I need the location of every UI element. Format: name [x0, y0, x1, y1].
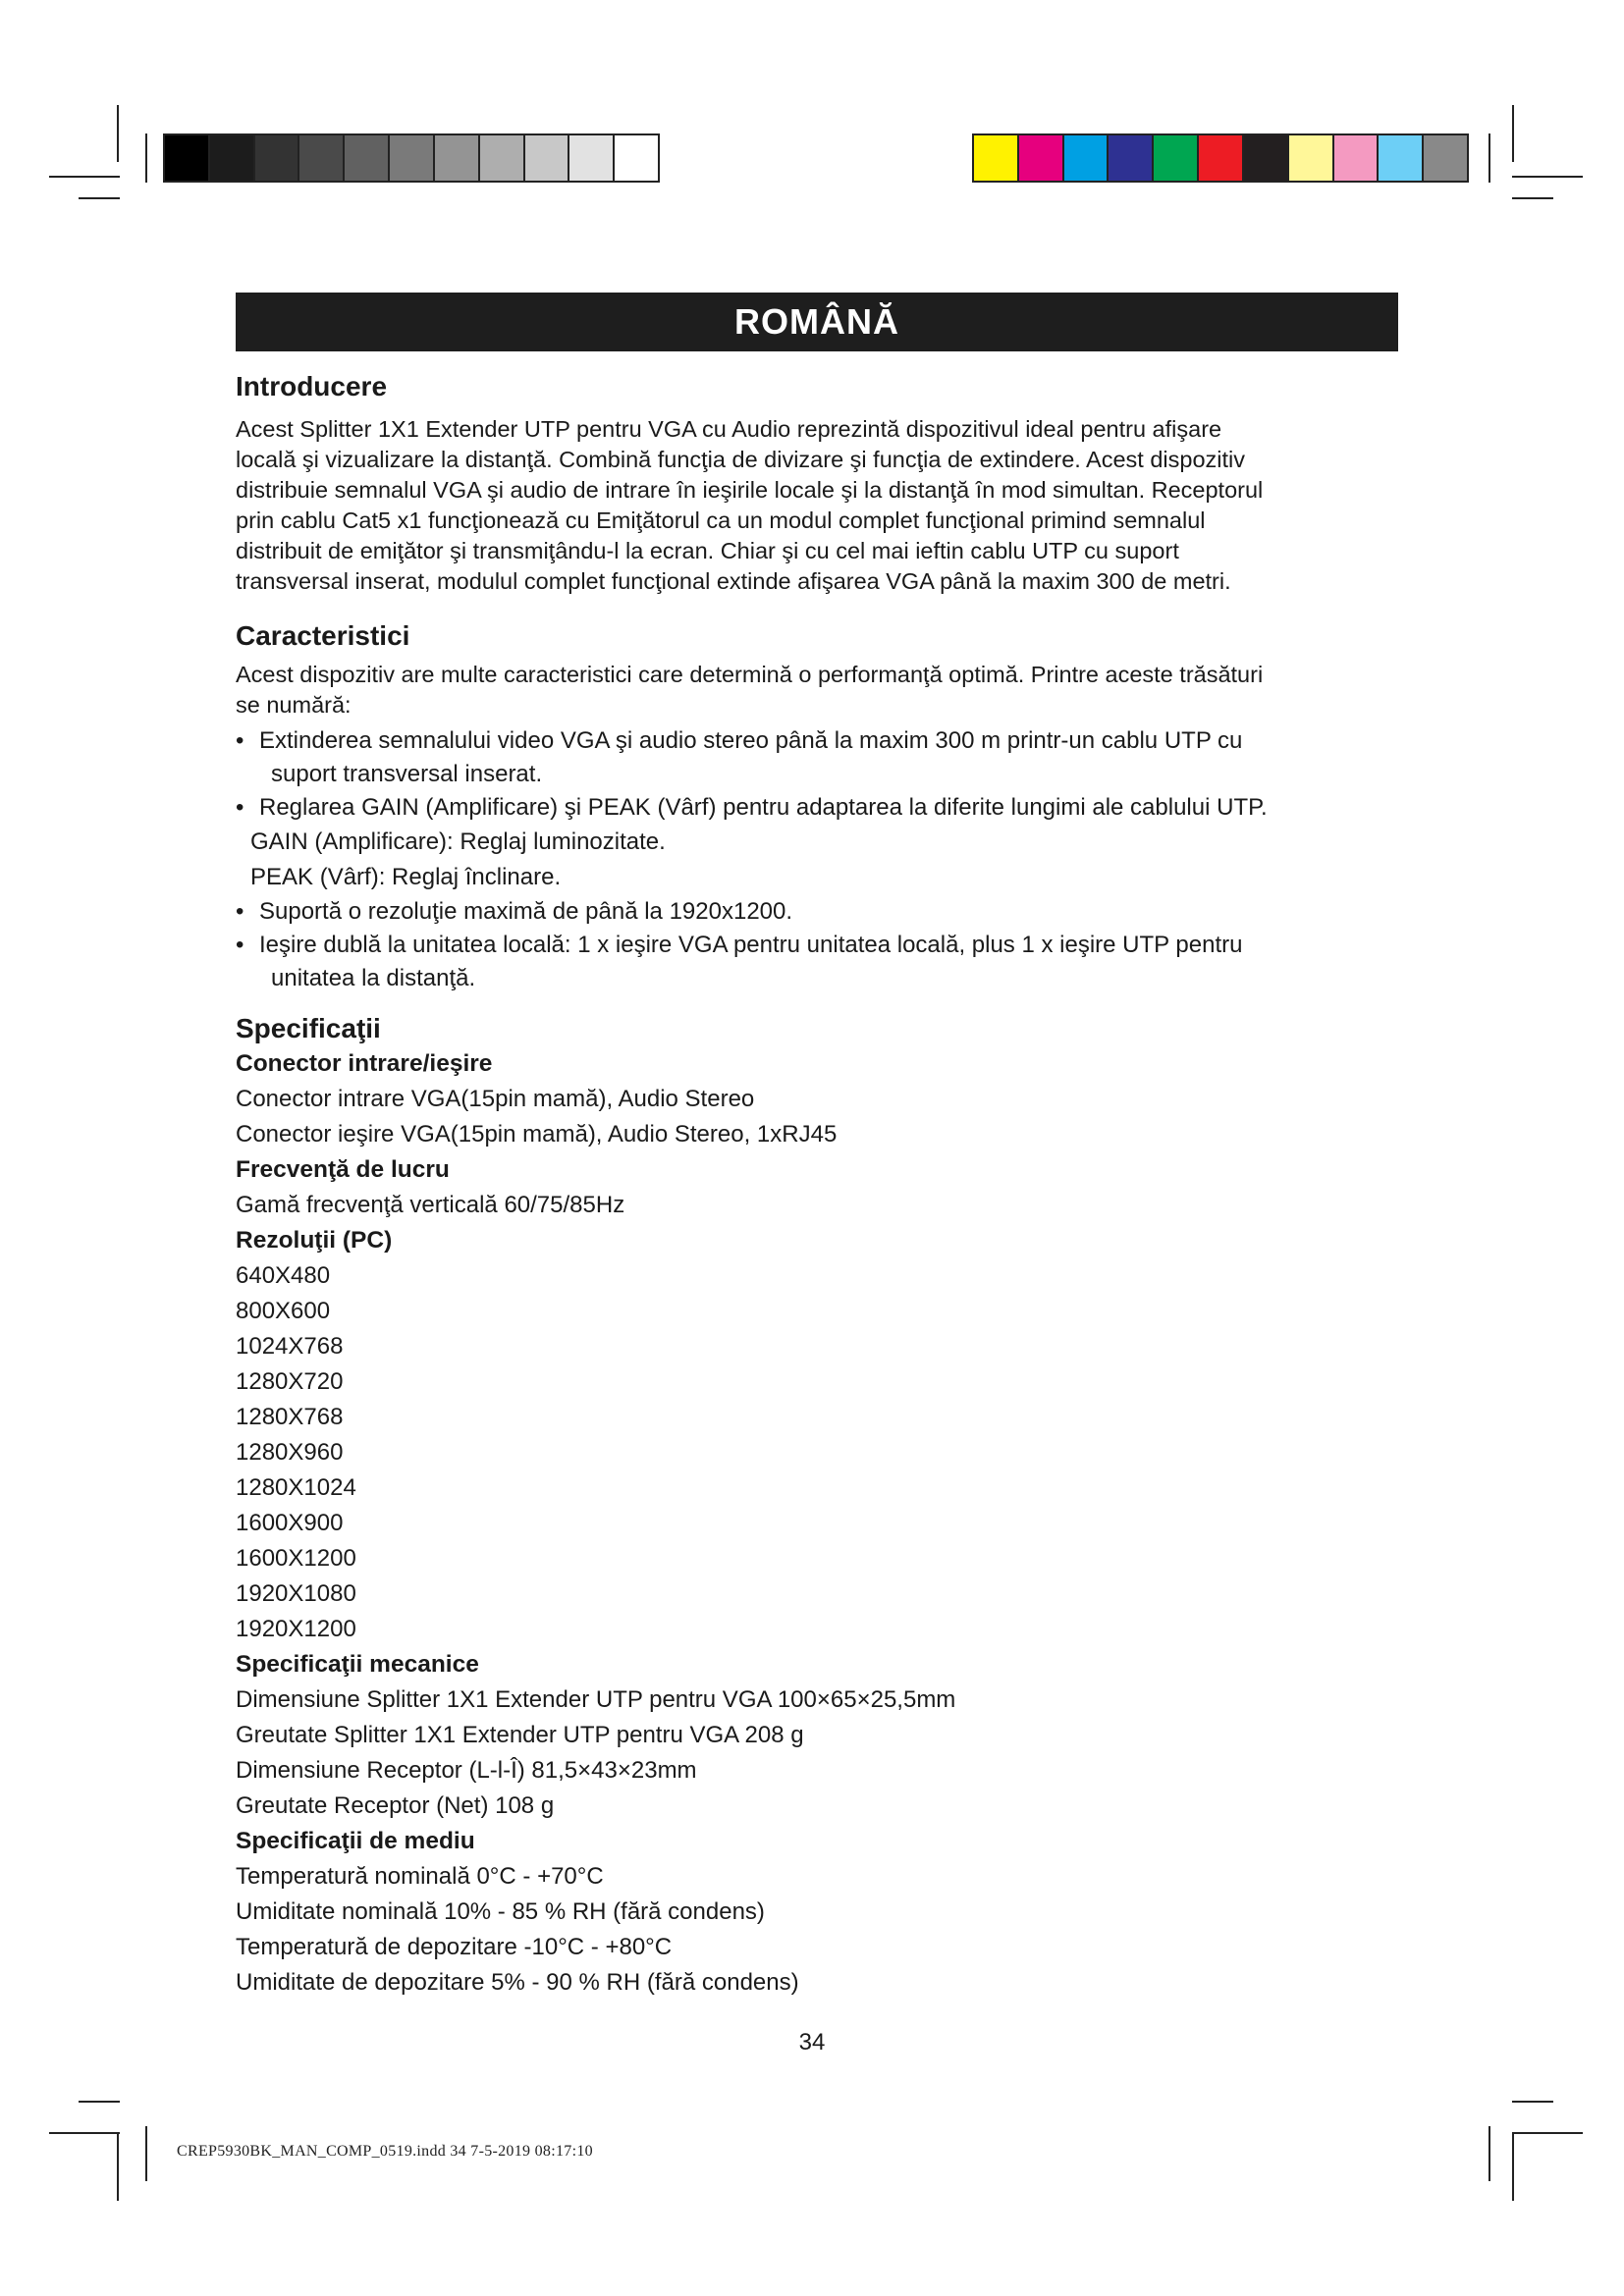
- color-swatch: [1019, 135, 1064, 181]
- language-title-band: [236, 293, 1398, 351]
- crop-mark: [145, 2126, 147, 2181]
- color-swatch: [974, 135, 1019, 181]
- bullet-icon: •: [236, 727, 244, 754]
- spec-subheading: Conector intrare/ieşire: [236, 1050, 493, 1077]
- text-line: transversal inserat, modulul complet funcţional extinde afişarea VGA până la maxim 300 de metri.: [236, 568, 1231, 594]
- crop-mark: [1512, 197, 1553, 199]
- document-body: [236, 371, 1398, 2001]
- resolution-item: 1024X768: [236, 1333, 344, 1360]
- color-swatch: [1244, 135, 1289, 181]
- spec-subheading: Frecvenţă de lucru: [236, 1156, 450, 1183]
- resolution-item: 1920X1080: [236, 1580, 356, 1607]
- list-item: [236, 724, 1398, 791]
- crop-mark: [79, 2101, 120, 2103]
- crop-mark: [1512, 176, 1583, 178]
- crop-mark: [1489, 133, 1490, 183]
- color-swatch: [1199, 135, 1244, 181]
- color-swatch: [165, 135, 210, 181]
- resolution-item: 1600X900: [236, 1510, 344, 1536]
- text-line: distribuit de emiţător şi transmiţându-l la ecran. Chiar şi cu cel mai ieftin cablu UTP cu suport: [236, 538, 1179, 563]
- color-swatch: [1424, 135, 1467, 181]
- page-number: 34: [798, 2029, 826, 2056]
- bullet-icon: •: [236, 794, 244, 821]
- text-line: Dimensiune Receptor (L-l-Î) 81,5×43×23mm: [236, 1757, 697, 1784]
- resolution-item: 640X480: [236, 1262, 331, 1289]
- list-item-text: Ieşire dublă la unitatea locală: 1 x ieşire VGA pentru unitatea locală, plus 1 x ieşire UTP pentru: [259, 932, 1243, 958]
- text-line: Acest dispozitiv are multe caracteristici care determină o performanţă optimă. Printre aceste trăsături: [236, 662, 1264, 687]
- list-item-text: suport transversal inserat.: [271, 761, 543, 787]
- list-item: [236, 791, 1398, 825]
- list-item-text: Suportă o rezoluţie maximă de până la 1920x1200.: [259, 898, 793, 925]
- crop-mark: [1512, 2132, 1514, 2201]
- section-heading-features: Caracteristici: [236, 620, 410, 651]
- resolution-item: 1600X1200: [236, 1545, 356, 1572]
- color-swatch: [345, 135, 390, 181]
- color-swatch: [480, 135, 525, 181]
- color-swatch: [1289, 135, 1334, 181]
- spec-subheading: Rezoluţii (PC): [236, 1227, 393, 1254]
- color-swatch: [299, 135, 345, 181]
- color-swatch: [615, 135, 658, 181]
- spec-subheading: Specificaţii mecanice: [236, 1651, 479, 1678]
- text-line: GAIN (Amplificare): Reglaj luminozitate.: [250, 828, 666, 855]
- text-line: Conector intrare VGA(15pin mamă), Audio Stereo: [236, 1086, 755, 1112]
- color-swatch: [210, 135, 255, 181]
- list-item-text: unitatea la distanţă.: [271, 965, 476, 991]
- bullet-icon: •: [236, 898, 244, 925]
- crop-mark: [117, 2132, 119, 2201]
- grayscale-calibration-bar: [163, 133, 660, 183]
- text-line: Gamă frecvenţă verticală 60/75/85Hz: [236, 1192, 625, 1218]
- color-swatch: [569, 135, 615, 181]
- resolution-item: 1280X960: [236, 1439, 344, 1466]
- crop-mark: [117, 105, 119, 162]
- resolution-item: 1280X720: [236, 1368, 344, 1395]
- resolution-item: 800X600: [236, 1298, 331, 1324]
- resolution-item: 1280X1024: [236, 1474, 356, 1501]
- resolution-item: 1920X1200: [236, 1616, 356, 1642]
- list-item-text: Extinderea semnalului video VGA şi audio stereo până la maxim 300 m printr-un cablu UTP cu: [259, 727, 1243, 754]
- list-item-text: Reglarea GAIN (Amplificare) şi PEAK (Vârf) pentru adaptarea la diferite lungimi ale cablului UTP.: [259, 794, 1268, 821]
- color-swatch: [1109, 135, 1154, 181]
- color-swatch: [525, 135, 570, 181]
- crop-mark: [79, 197, 120, 199]
- crop-mark: [1489, 2126, 1490, 2181]
- feature-list: [236, 895, 1398, 995]
- text-line: locală şi vizualizare la distanţă. Combină funcţia de divizare şi funcţia de extindere. Acest dispozitiv: [236, 447, 1245, 472]
- text-line: se numără:: [236, 692, 352, 718]
- text-line: PEAK (Vârf): Reglaj înclinare.: [250, 864, 562, 890]
- print-slug-footer: CREP5930BK_MAN_COMP_0519.indd 34 7-5-2019 08:17:10: [177, 2143, 593, 2160]
- text-line: Temperatură nominală 0°C - +70°C: [236, 1863, 604, 1890]
- text-line: Acest Splitter 1X1 Extender UTP pentru VGA cu Audio reprezintă dispozitivul ideal pentru afişare: [236, 416, 1222, 442]
- section-heading-specs: Specificaţii: [236, 1013, 381, 1043]
- text-line: Temperatură de depozitare -10°C - +80°C: [236, 1934, 673, 1960]
- text-line: Greutate Splitter 1X1 Extender UTP pentru VGA 208 g: [236, 1722, 804, 1748]
- color-swatch: [1154, 135, 1199, 181]
- crop-mark: [145, 133, 147, 183]
- list-item: [236, 895, 1398, 929]
- resolution-item: 1280X768: [236, 1404, 344, 1430]
- crop-mark: [1512, 2132, 1583, 2134]
- crop-mark: [49, 2132, 120, 2134]
- bullet-icon: •: [236, 932, 244, 958]
- text-line: prin cablu Cat5 x1 funcţionează cu Emiţătorul ca un modul complet funcţional primind semnalul: [236, 507, 1206, 533]
- text-line: Umiditate de depozitare 5% - 90 % RH (fără condens): [236, 1969, 799, 1996]
- color-swatch: [435, 135, 480, 181]
- color-swatch: [255, 135, 300, 181]
- text-line: distribuie semnalul VGA şi audio de intrare în ieşirile locale şi la distanţă în mod simultan. Receptorul: [236, 477, 1264, 503]
- feature-list: [236, 724, 1398, 825]
- color-calibration-bar: [972, 133, 1469, 183]
- text-line: Greutate Receptor (Net) 108 g: [236, 1792, 555, 1819]
- text-line: Conector ieşire VGA(15pin mamă), Audio Stereo, 1xRJ45: [236, 1121, 838, 1148]
- spec-subheading: Specificaţii de mediu: [236, 1828, 475, 1854]
- intro-paragraph: [236, 414, 1398, 597]
- color-swatch: [1334, 135, 1380, 181]
- section-heading-intro: Introducere: [236, 371, 388, 401]
- page-title: ROMÂNĂ: [734, 301, 899, 342]
- text-line: Dimensiune Splitter 1X1 Extender UTP pentru VGA 100×65×25,5mm: [236, 1686, 956, 1713]
- color-swatch: [1064, 135, 1110, 181]
- crop-mark: [49, 176, 120, 178]
- color-swatch: [1379, 135, 1424, 181]
- crop-mark: [1512, 2101, 1553, 2103]
- crop-mark: [1512, 105, 1514, 162]
- color-swatch: [390, 135, 435, 181]
- list-item: [236, 929, 1398, 995]
- text-line: Umiditate nominală 10% - 85 % RH (fără condens): [236, 1898, 765, 1925]
